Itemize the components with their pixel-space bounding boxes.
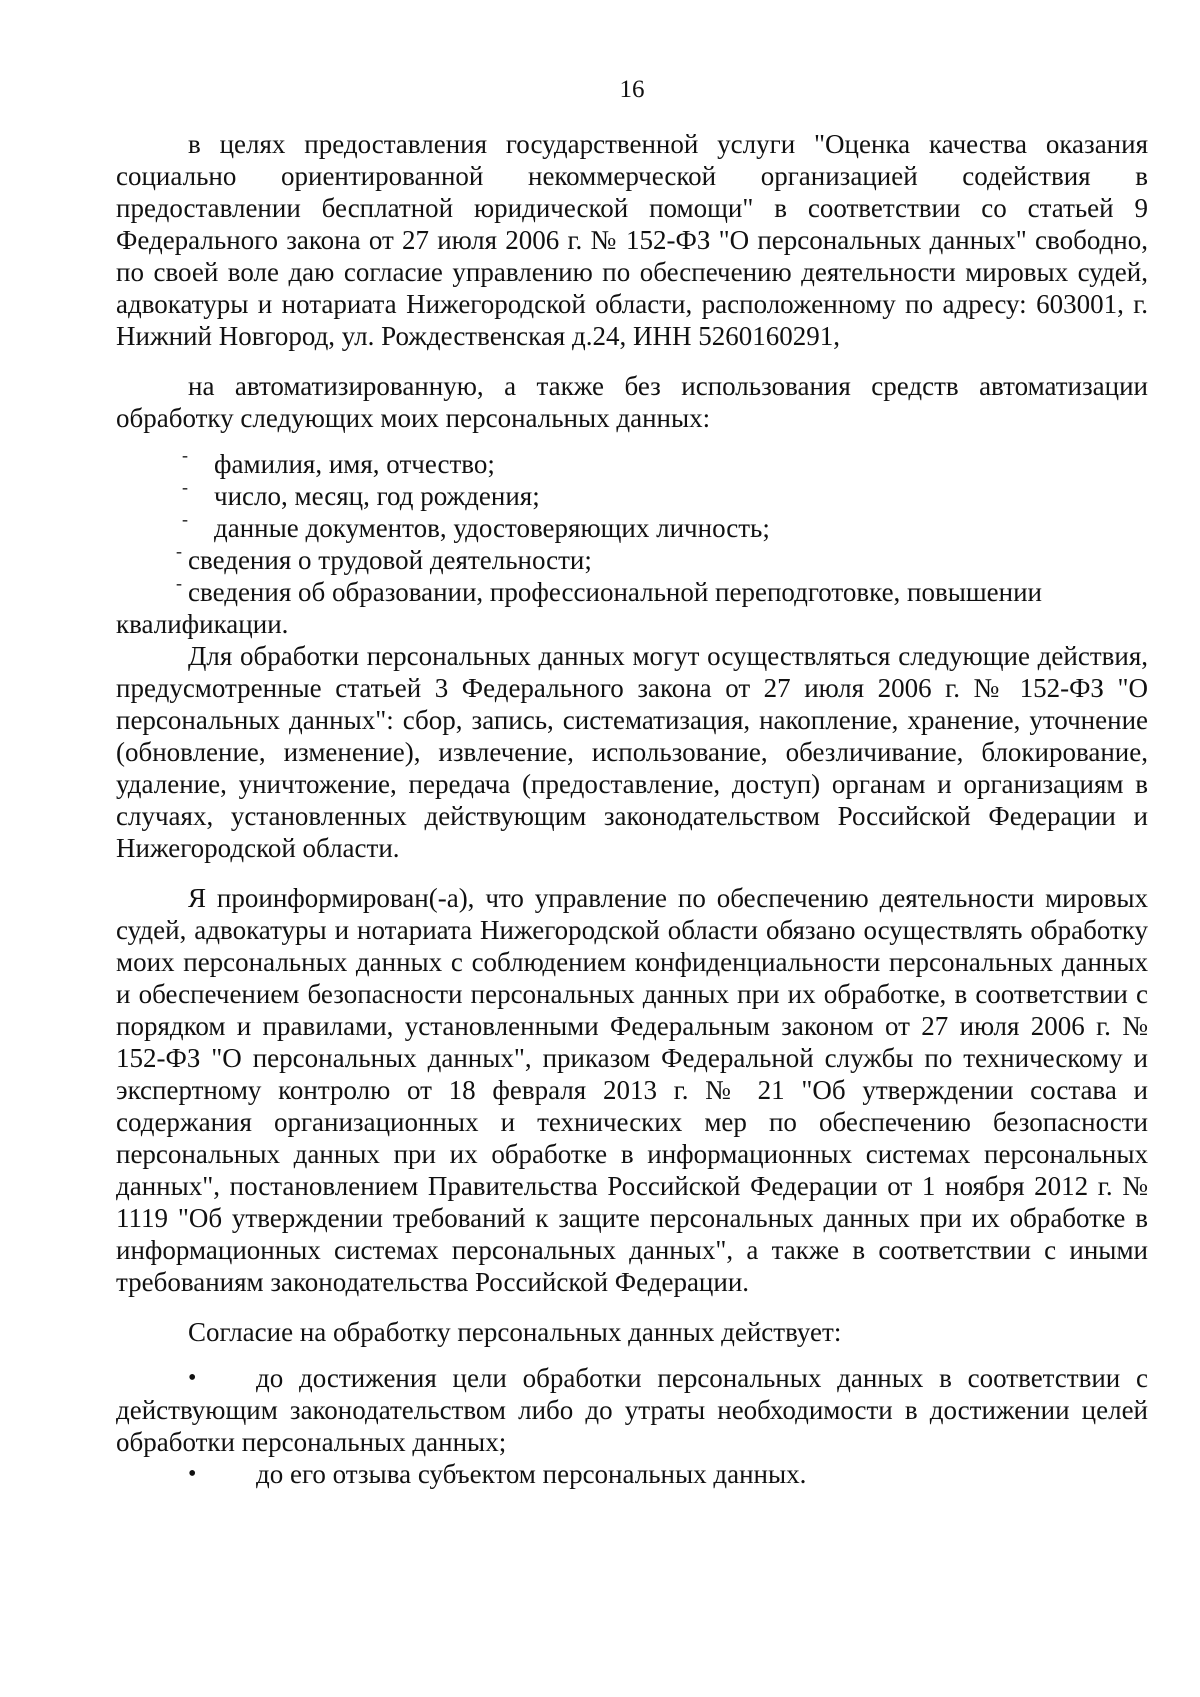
personal-data-list [116, 445, 1148, 640]
consent-validity-paragraph: Согласие на обработку персональных данных действует: [188, 1317, 842, 1347]
list-item [116, 1362, 1148, 1458]
dash-icon: - [182, 477, 188, 497]
document-page [116, 0, 1148, 1697]
list-item-text: до его отзыва субъектом персональных данных. [256, 1459, 807, 1489]
consent-purpose-paragraph: в целях предоставления государственной услуги "Оценка качества оказания социально ориентированной некоммерческой организацией содействия в предоставлении бесплатной юридической помощи" в соответствии со статьей 9 Федерального закона от 27 июля 2006 г. № 152-ФЗ "О персональных данных" свободно, по своей воле даю согласие управлению по обеспечению деятельности мировых судей, адвокатуры и нотариата Нижегородской области, расположенному по адресу: 603001, г. Нижний Новгород, ул. Рождественская д.24, ИНН 5260160291, [116, 129, 1148, 351]
list-item-text: сведения о трудовой деятельности; [188, 545, 592, 575]
list-item-text: фамилия, имя, отчество; [214, 449, 495, 479]
list-item-continuation: квалификации. [116, 609, 289, 639]
list-item [116, 445, 1148, 480]
list-item-text: сведения об образовании, профессиональной переподготовке, повышении [188, 577, 1043, 607]
list-item [116, 541, 1148, 576]
operator-obligations-paragraph: Я проинформирован(-а), что управление по обеспечению деятельности мировых судей, адвокатуры и нотариата Нижегородской области обязано осуществлять обработку моих персональных данных с соблюдением конфиденциальности персональных данных и обеспечением безопасности персональных данных при их обработке, в соответствии с порядком и правилами, установленными Федеральным законом от 27 июля 2006 г. № 152-ФЗ "О персональных данных", приказом Федеральной службы по техническому и экспертному контролю от 18 февраля 2013 г. № 21 "Об утверждении состава и содержания организационных и технических мер по обеспечению безопасности персональных данных при их обработке в информационных системах персональных данных", постановлением Правительства Российской Федерации от 1 ноября 2012 г. № 1119 "Об утверждении требований к защите персональных данных при их обработке в информационных системах персональных данных", а также в соответствии с иными требованиям законодательства Российской Федерации. [116, 883, 1148, 1297]
processing-actions-paragraph: Для обработки персональных данных могут осуществляться следующие действия, предусмотренные статьей 3 Федерального закона от 27 июля 2006 г. № 152-ФЗ "О персональных данных": сбор, запись, систематизация, накопление, хранение, уточнение (обновление, изменение), извлечение, использование, обезличивание, блокирование, удаление, уничтожение, передача (предоставление, доступ) органам и организациям в случаях, установленных действующим законодательством Российской Федерации и Нижегородской области. [116, 641, 1148, 863]
list-item-text: данные документов, удостоверяющих личность; [214, 513, 770, 543]
dash-icon: - [176, 573, 182, 593]
validity-list [116, 1362, 1148, 1490]
document-body [116, 128, 1148, 1490]
list-item [116, 509, 1148, 544]
dash-icon: - [176, 541, 182, 561]
list-item [116, 477, 1148, 512]
bullet-icon: • [188, 1461, 197, 1487]
page-number: 16 [619, 76, 645, 103]
list-item-text: число, месяц, год рождения; [214, 481, 540, 511]
dash-icon: - [182, 509, 188, 529]
bullet-icon: • [188, 1365, 197, 1391]
list-item [116, 1458, 1148, 1490]
list-item-text: до достижения цели обработки персональных данных в соответствии с действующим законодательством либо до утраты необходимости в достижении целей обработки персональных данных; [116, 1363, 1148, 1457]
list-item [116, 573, 1148, 640]
processing-scope-paragraph: на автоматизированную, а также без использования средств автоматизации обработку следующих моих персональных данных: [116, 371, 1148, 433]
dash-icon: - [182, 445, 188, 465]
